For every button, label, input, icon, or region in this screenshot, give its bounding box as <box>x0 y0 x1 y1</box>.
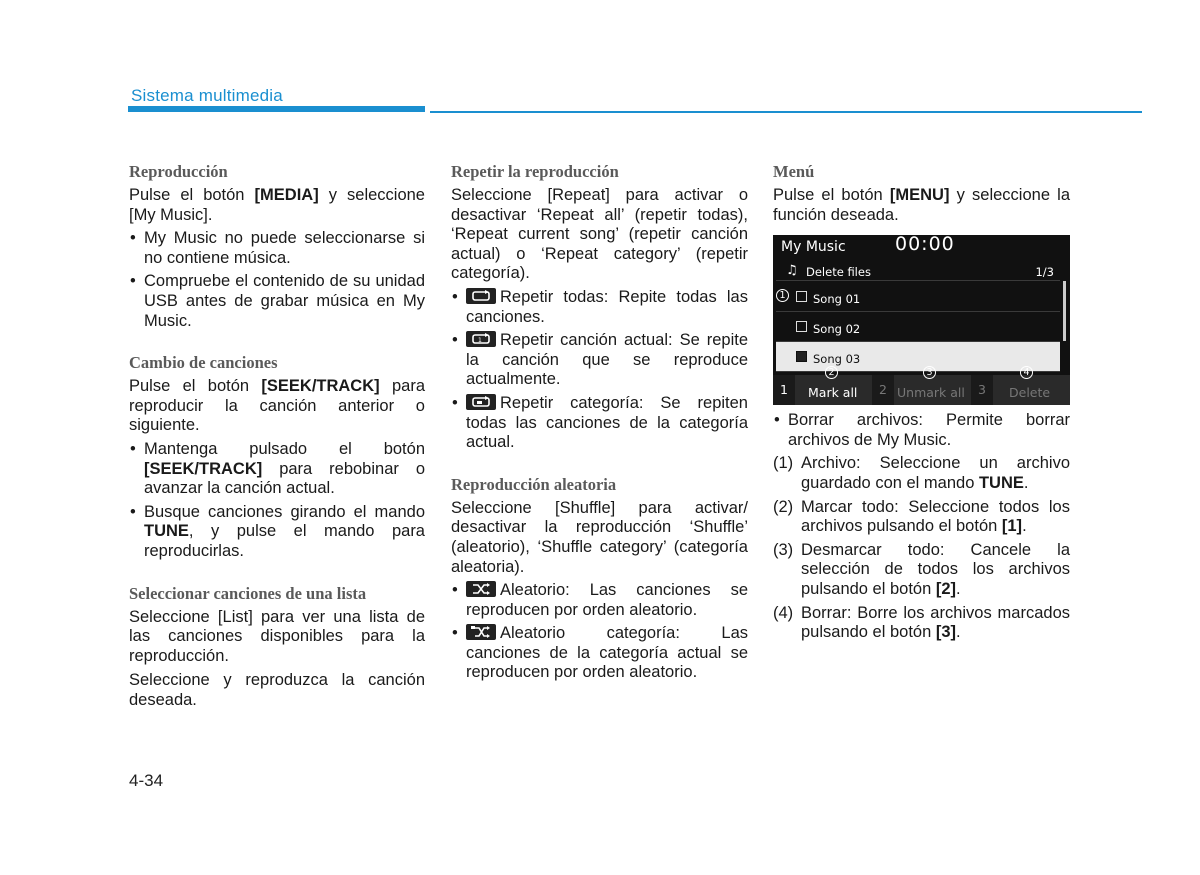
header-rule <box>430 111 1142 113</box>
bullet-item: • Aleatorio: Las canciones se reproducen por orden aleatorio. <box>451 581 748 620</box>
bullet-list <box>451 581 748 683</box>
song-title: Song 02 <box>813 322 861 337</box>
paragraph-shuffle: Seleccione [Shuffle] para activar/ desactivar la reproducción ‘Shuffle’ (aleatorio), ‘Shuffle category’ (categoría aleatoria). <box>451 498 748 576</box>
unmark-all-button[interactable]: 2 Unmark all <box>872 375 970 405</box>
numbered-item: (1) Archivo: Seleccione un archivo guardado con el mando TUNE. <box>773 454 1070 492</box>
screen-clock: 00:00 <box>895 235 955 256</box>
section-header-title: Sistema multimedia <box>131 86 283 105</box>
bullet-list <box>773 411 1070 450</box>
bullet-item: • My Music no puede seleccionarse si no contiene música. <box>129 229 425 268</box>
paragraph-select: Seleccione y reproduzca la canción deseada. <box>129 671 425 709</box>
column-middle <box>451 162 748 687</box>
checkbox-checked[interactable] <box>796 351 807 362</box>
scrollbar[interactable] <box>1063 281 1066 341</box>
menu-button-ref: [MENU] <box>889 186 950 204</box>
bullet-item: • Compruebe el contenido de su unidad USB antes de grabar música en My Music. <box>129 272 425 331</box>
song-row-selected[interactable] <box>776 342 1060 372</box>
heading-seleccionar-lista: Seleccionar canciones de una lista <box>129 583 367 603</box>
heading-menu: Menú <box>773 162 815 181</box>
numbered-item: (3) Desmarcar todo: Cancele la selección de todos los archivos pulsando el botón [2]. <box>773 540 1070 598</box>
repeat-all-icon <box>466 288 496 304</box>
callout-2: 2 <box>825 366 838 379</box>
page-indicator: 1/3 <box>1035 265 1054 280</box>
page-number: 4-34 <box>129 771 164 790</box>
callout-4: 4 <box>1020 366 1033 379</box>
mark-all-button[interactable]: 1 Mark all <box>773 375 871 405</box>
screen-button-bar <box>773 375 1070 405</box>
bullet-item: • Repetir todas: Repite todas las canciones. <box>451 288 748 327</box>
song-title: Song 01 <box>813 292 861 307</box>
delete-files-row[interactable] <box>776 258 1060 281</box>
callout-3: 3 <box>923 366 936 379</box>
screen-title: My Music <box>781 239 846 256</box>
song-title: Song 03 <box>813 352 861 367</box>
bullet-item: • 1 Repetir canción actual: Se repite la canción que se reproduce actualmente. <box>451 331 748 390</box>
song-row[interactable] <box>776 282 1060 312</box>
checkbox[interactable] <box>796 291 807 302</box>
bullet-item: • Repetir categoría: Se repiten todas las canciones de la categoría actual. <box>451 394 748 453</box>
paragraph-menu: Pulse el botón [MENU] y seleccione la función deseada. <box>773 186 1070 224</box>
heading-reproduccion: Reproducción <box>129 162 228 181</box>
heading-aleatoria: Reproducción aleatoria <box>451 474 617 494</box>
bullet-list <box>451 288 748 453</box>
my-music-screen <box>773 235 1070 405</box>
column-right <box>773 162 1070 647</box>
paragraph-seek: Pulse el botón [SEEK/TRACK] para reproducir la canción anterior o siguiente. <box>129 377 425 435</box>
bullet-item: • Aleatorio categoría: Las canciones de la categoría actual se reproducen por orden aleatorio. <box>451 624 748 683</box>
repeat-one-icon <box>466 331 496 347</box>
bullet-list <box>129 229 425 331</box>
shuffle-icon <box>466 581 496 597</box>
shuffle-category-icon <box>466 624 496 640</box>
repeat-category-icon <box>466 394 496 410</box>
numbered-item: (2) Marcar todo: Seleccione todos los archivos pulsando el botón [1]. <box>773 497 1070 536</box>
media-button-ref: [MEDIA] <box>254 186 319 204</box>
paragraph-repeat: Seleccione [Repeat] para activar o desactivar ‘Repeat all’ (repetir todas), ‘Repeat current song’ (repetir canción actual) o ‘Repeat category’ (repetir categoría). <box>451 186 748 283</box>
paragraph-list: Seleccione [List] para ver una lista de las canciones disponibles para la reproducción. <box>129 607 425 665</box>
bullet-item: • Busque canciones girando el mando TUNE, y pulse el mando para reproducirlas. <box>129 503 425 562</box>
delete-files-label: Delete files <box>806 265 871 280</box>
bullet-item: • Borrar archivos: Permite borrar archivos de My Music. <box>773 411 1070 450</box>
header-accent-bar <box>128 106 425 112</box>
callout-1: 1 <box>776 289 789 302</box>
heading-repetir: Repetir la reproducción <box>451 162 619 181</box>
numbered-list <box>773 454 1070 642</box>
svg-text:1: • 1 <box>478 337 482 345</box>
delete-button[interactable]: 3 Delete <box>971 375 1070 405</box>
music-note-icon: ♫ <box>786 263 798 279</box>
paragraph-media: Pulse el botón [MEDIA] y seleccione [My Music]. <box>129 186 425 224</box>
bullet-item: • Mantenga pulsado el botón [SEEK/TRACK] para rebobinar o avanzar la canción actual. <box>129 440 425 499</box>
heading-cambio-canciones: Cambio de canciones <box>129 353 278 373</box>
checkbox[interactable] <box>796 321 807 332</box>
seek-button-ref: [SEEK/TRACK] <box>261 377 380 396</box>
column-left <box>129 162 425 710</box>
numbered-item: (4) Borrar: Borre los archivos marcados pulsando el botón [3]. <box>773 603 1070 642</box>
song-row[interactable] <box>776 312 1060 342</box>
bullet-list <box>129 440 425 562</box>
